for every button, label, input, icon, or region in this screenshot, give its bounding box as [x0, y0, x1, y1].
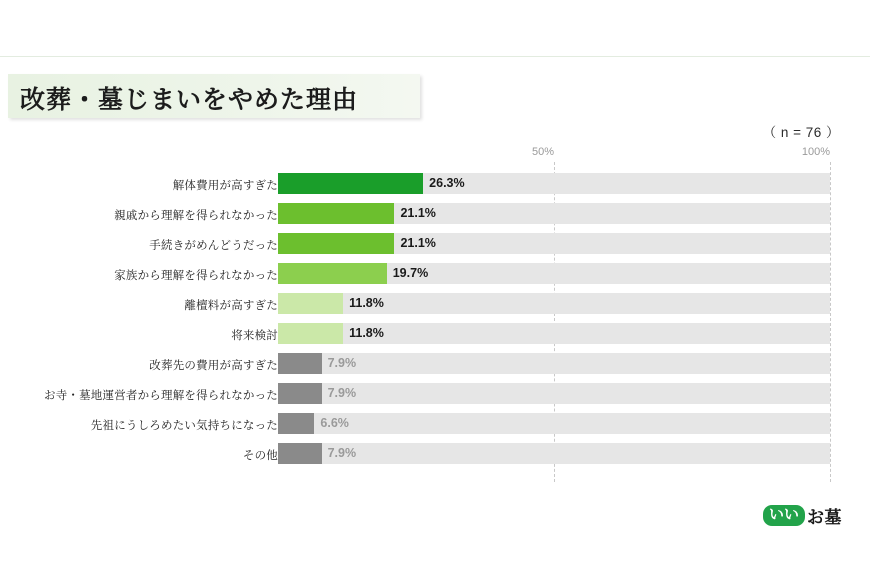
sample-size-label: （ n = 76 ） — [762, 125, 840, 140]
category-label: お寺・墓地運営者から理解を得られなかった — [44, 390, 278, 402]
chart-row — [0, 440, 870, 470]
chart-row — [0, 170, 870, 200]
bar-value-label: 6.6% — [320, 416, 349, 430]
bar-chart — [0, 146, 870, 496]
bar-track — [278, 413, 830, 434]
category-label: その他 — [242, 450, 278, 462]
bar-value-label: 21.1% — [400, 206, 436, 220]
category-label: 家族から理解を得られなかった — [114, 270, 278, 282]
chart-row — [0, 350, 870, 380]
chart-row — [0, 320, 870, 350]
bar — [278, 203, 394, 224]
logo-mark: いい — [763, 505, 805, 525]
bar — [278, 353, 322, 374]
category-label: 改葬先の費用が高すぎた — [149, 360, 278, 372]
bar — [278, 323, 343, 344]
chart-row — [0, 230, 870, 260]
bar — [278, 233, 394, 254]
bar — [278, 443, 322, 464]
top-divider — [0, 56, 870, 57]
bar-value-label: 7.9% — [327, 386, 357, 400]
category-label: 先祖にうしろめたい気持ちになった — [90, 420, 278, 432]
category-label: 親戚から理解を得られなかった — [114, 210, 278, 222]
bar-track — [278, 353, 830, 374]
bar-track — [278, 443, 830, 464]
bar-value-label: 7.9% — [327, 356, 357, 370]
bar — [278, 263, 387, 284]
chart-row — [0, 380, 870, 410]
chart-rows — [0, 170, 870, 470]
bar-value-label: 7.9% — [327, 446, 357, 460]
category-label: 将来検討 — [231, 330, 278, 342]
bar — [278, 383, 322, 404]
chart-row — [0, 410, 870, 440]
category-label: 解体費用が高すぎた — [172, 180, 278, 192]
page-title: 改葬・墓じまいをやめた理由 — [20, 86, 359, 114]
chart-row — [0, 290, 870, 320]
x-axis-tick-label: 50% — [531, 146, 554, 158]
bar — [278, 293, 343, 314]
chart-row — [0, 260, 870, 290]
bar-value-label: 11.8% — [349, 296, 384, 310]
bar-track — [278, 383, 830, 404]
bar-value-label: 11.8% — [349, 326, 384, 340]
chart-row — [0, 200, 870, 230]
x-axis-tick-label: 100% — [801, 146, 830, 158]
bar-value-label: 21.1% — [400, 236, 436, 250]
category-label: 離檀料が高すぎた — [184, 300, 278, 312]
bar — [278, 173, 423, 194]
bar-value-label: 19.7% — [392, 266, 429, 280]
bar-value-label: 26.3% — [429, 176, 465, 190]
category-label: 手続きがめんどうだった — [149, 240, 278, 252]
logo-text: お墓 — [807, 508, 842, 527]
bar — [278, 413, 314, 434]
brand-logo — [763, 503, 842, 528]
